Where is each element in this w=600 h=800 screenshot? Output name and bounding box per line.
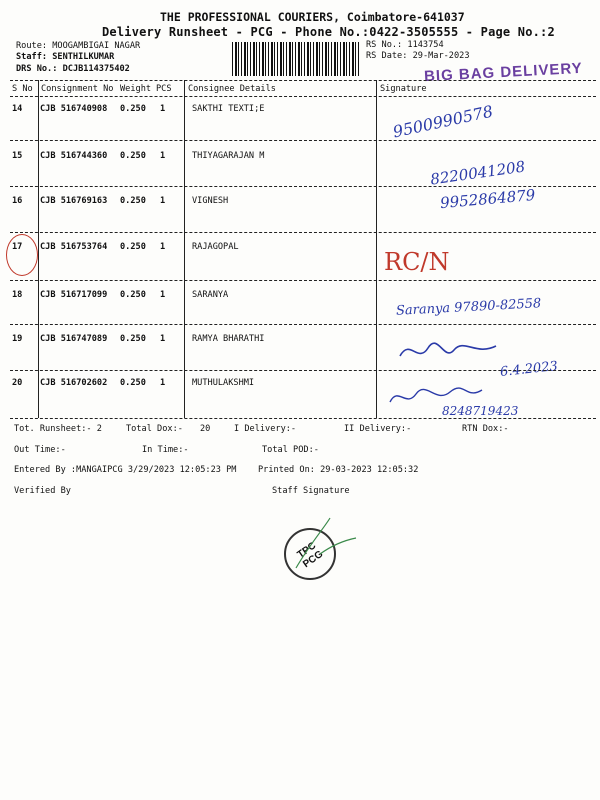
staff-line xyxy=(16,52,114,62)
total-dox-label: Total Dox:- xyxy=(126,424,183,434)
row-sno: 17 xyxy=(12,242,23,252)
row-sno: 15 xyxy=(12,151,23,161)
i-delivery-label: I Delivery:- xyxy=(234,424,297,434)
ii-delivery-label: II Delivery:- xyxy=(344,424,412,434)
row-consignee: RAMYA BHARATHI xyxy=(192,334,265,344)
row-signature: 8220041208 xyxy=(429,157,527,189)
row-rule xyxy=(10,370,596,371)
row-signature: 9500990578 xyxy=(391,101,495,142)
row-consignee: SARANYA xyxy=(192,290,229,300)
row-pcs: 1 xyxy=(160,334,166,344)
row-signature: 9952864879 xyxy=(439,185,537,213)
col-header-signature: Signature xyxy=(380,84,427,94)
row-consignment: CJB 516717099 xyxy=(40,290,108,300)
drs-line xyxy=(16,64,130,74)
staff-signature-label: Staff Signature xyxy=(272,486,350,496)
big-bag-delivery-stamp: BIG BAG DELIVERY xyxy=(423,59,584,86)
row-consignment: CJB 516747089 xyxy=(40,334,108,344)
runsheet-title: Delivery Runsheet - PCG - Phone No.:0422-3505555 - Page No.:2 xyxy=(102,25,555,39)
row-rule xyxy=(10,324,596,325)
row-signature: Saranya 97890-82558 xyxy=(395,296,542,319)
rs-no-value: 1143754 xyxy=(407,40,444,50)
barcode xyxy=(232,42,360,76)
out-time-label: Out Time:- xyxy=(14,445,66,455)
row-sno: 18 xyxy=(12,290,23,300)
table-top-rule xyxy=(10,80,596,81)
rs-no-label: RS No.: xyxy=(366,40,403,50)
col-divider-details xyxy=(184,80,185,418)
row-pcs: 1 xyxy=(160,196,166,206)
row-weight: 0.250 xyxy=(120,196,146,206)
row-signature: RC/N xyxy=(384,248,450,276)
col-header-sno: S No xyxy=(12,84,33,94)
row-consignee: RAJAGOPAL xyxy=(192,242,239,252)
row-consignee: SAKTHI TEXTI;E xyxy=(192,104,265,114)
row-weight: 0.250 xyxy=(120,378,146,388)
col-header-weight: Weight xyxy=(120,84,152,94)
row-weight: 0.250 xyxy=(120,334,146,344)
verified-by-label: Verified By xyxy=(14,486,71,496)
col-divider-signature xyxy=(376,80,377,418)
row-highlight-circle xyxy=(6,234,38,276)
seal-signature-stroke xyxy=(290,514,360,574)
rs-date-value: 29-Mar-2023 xyxy=(412,51,470,61)
route-value: MOOGAMBIGAI NAGAR xyxy=(52,41,141,51)
company-title: THE PROFESSIONAL COURIERS, Coimbatore-641037 xyxy=(160,10,465,24)
drs-label: DRS No.: xyxy=(16,64,58,74)
row-consignee: MUTHULAKSHMI xyxy=(192,378,255,388)
row-consignee: THIYAGARAJAN M xyxy=(192,151,265,161)
route-label: Route: xyxy=(16,41,48,51)
row-sno: 20 xyxy=(12,378,23,388)
total-dox-value: 20 xyxy=(200,424,211,434)
rs-no-line xyxy=(366,40,444,50)
col-divider-sno xyxy=(38,80,39,418)
row-weight: 0.250 xyxy=(120,242,146,252)
row-pcs: 1 xyxy=(160,151,166,161)
row-rule xyxy=(10,232,596,233)
row-rule xyxy=(10,140,596,141)
row-weight: 0.250 xyxy=(120,151,146,161)
in-time-label: In Time:- xyxy=(142,445,189,455)
tot-runsheet: Tot. Runsheet:- 2 xyxy=(14,424,102,434)
row-pcs: 1 xyxy=(160,242,166,252)
handwritten-signature-scribble xyxy=(396,334,506,368)
rs-date-label: RS Date: xyxy=(366,51,408,61)
row-sno: 19 xyxy=(12,334,23,344)
col-header-pcs: PCS xyxy=(156,84,172,94)
row-signature: 6.4.2023 xyxy=(499,359,559,380)
row-consignment: CJB 516702602 xyxy=(40,378,108,388)
drs-value: DCJB114375402 xyxy=(62,64,130,74)
row-sno: 16 xyxy=(12,196,23,206)
row-consignment: CJB 516753764 xyxy=(40,242,108,252)
col-header-consignment: Consignment No xyxy=(41,84,114,94)
rtn-dox-label: RTN Dox:- xyxy=(462,424,509,434)
row-pcs: 1 xyxy=(160,290,166,300)
staff-label: Staff: xyxy=(16,52,48,62)
entered-by: Entered By :MANGAIPCG 3/29/2023 12:05:23 PM xyxy=(14,465,237,475)
table-header-rule xyxy=(10,96,596,97)
row-pcs: 1 xyxy=(160,104,166,114)
row-consignment: CJB 516744360 xyxy=(40,151,108,161)
row-consignment: CJB 516769163 xyxy=(40,196,108,206)
row-weight: 0.250 xyxy=(120,290,146,300)
row-consignee: VIGNESH xyxy=(192,196,229,206)
seal-text: TPC PCG xyxy=(295,540,326,571)
row-rule xyxy=(10,280,596,281)
row-signature: 8248719423 xyxy=(442,404,519,418)
row-sno: 14 xyxy=(12,104,23,114)
rs-date-line xyxy=(366,51,470,61)
printed-on: Printed On: 29-03-2023 12:05:32 xyxy=(258,465,419,475)
row-consignment: CJB 516740908 xyxy=(40,104,108,114)
total-pod-label: Total POD:- xyxy=(262,445,319,455)
row-pcs: 1 xyxy=(160,378,166,388)
table-bottom-rule xyxy=(10,418,596,419)
col-header-consignee: Consignee Details xyxy=(188,84,276,94)
staff-value: SENTHILKUMAR xyxy=(52,52,115,62)
row-weight: 0.250 xyxy=(120,104,146,114)
route-line xyxy=(16,41,140,51)
row-rule xyxy=(10,186,596,187)
